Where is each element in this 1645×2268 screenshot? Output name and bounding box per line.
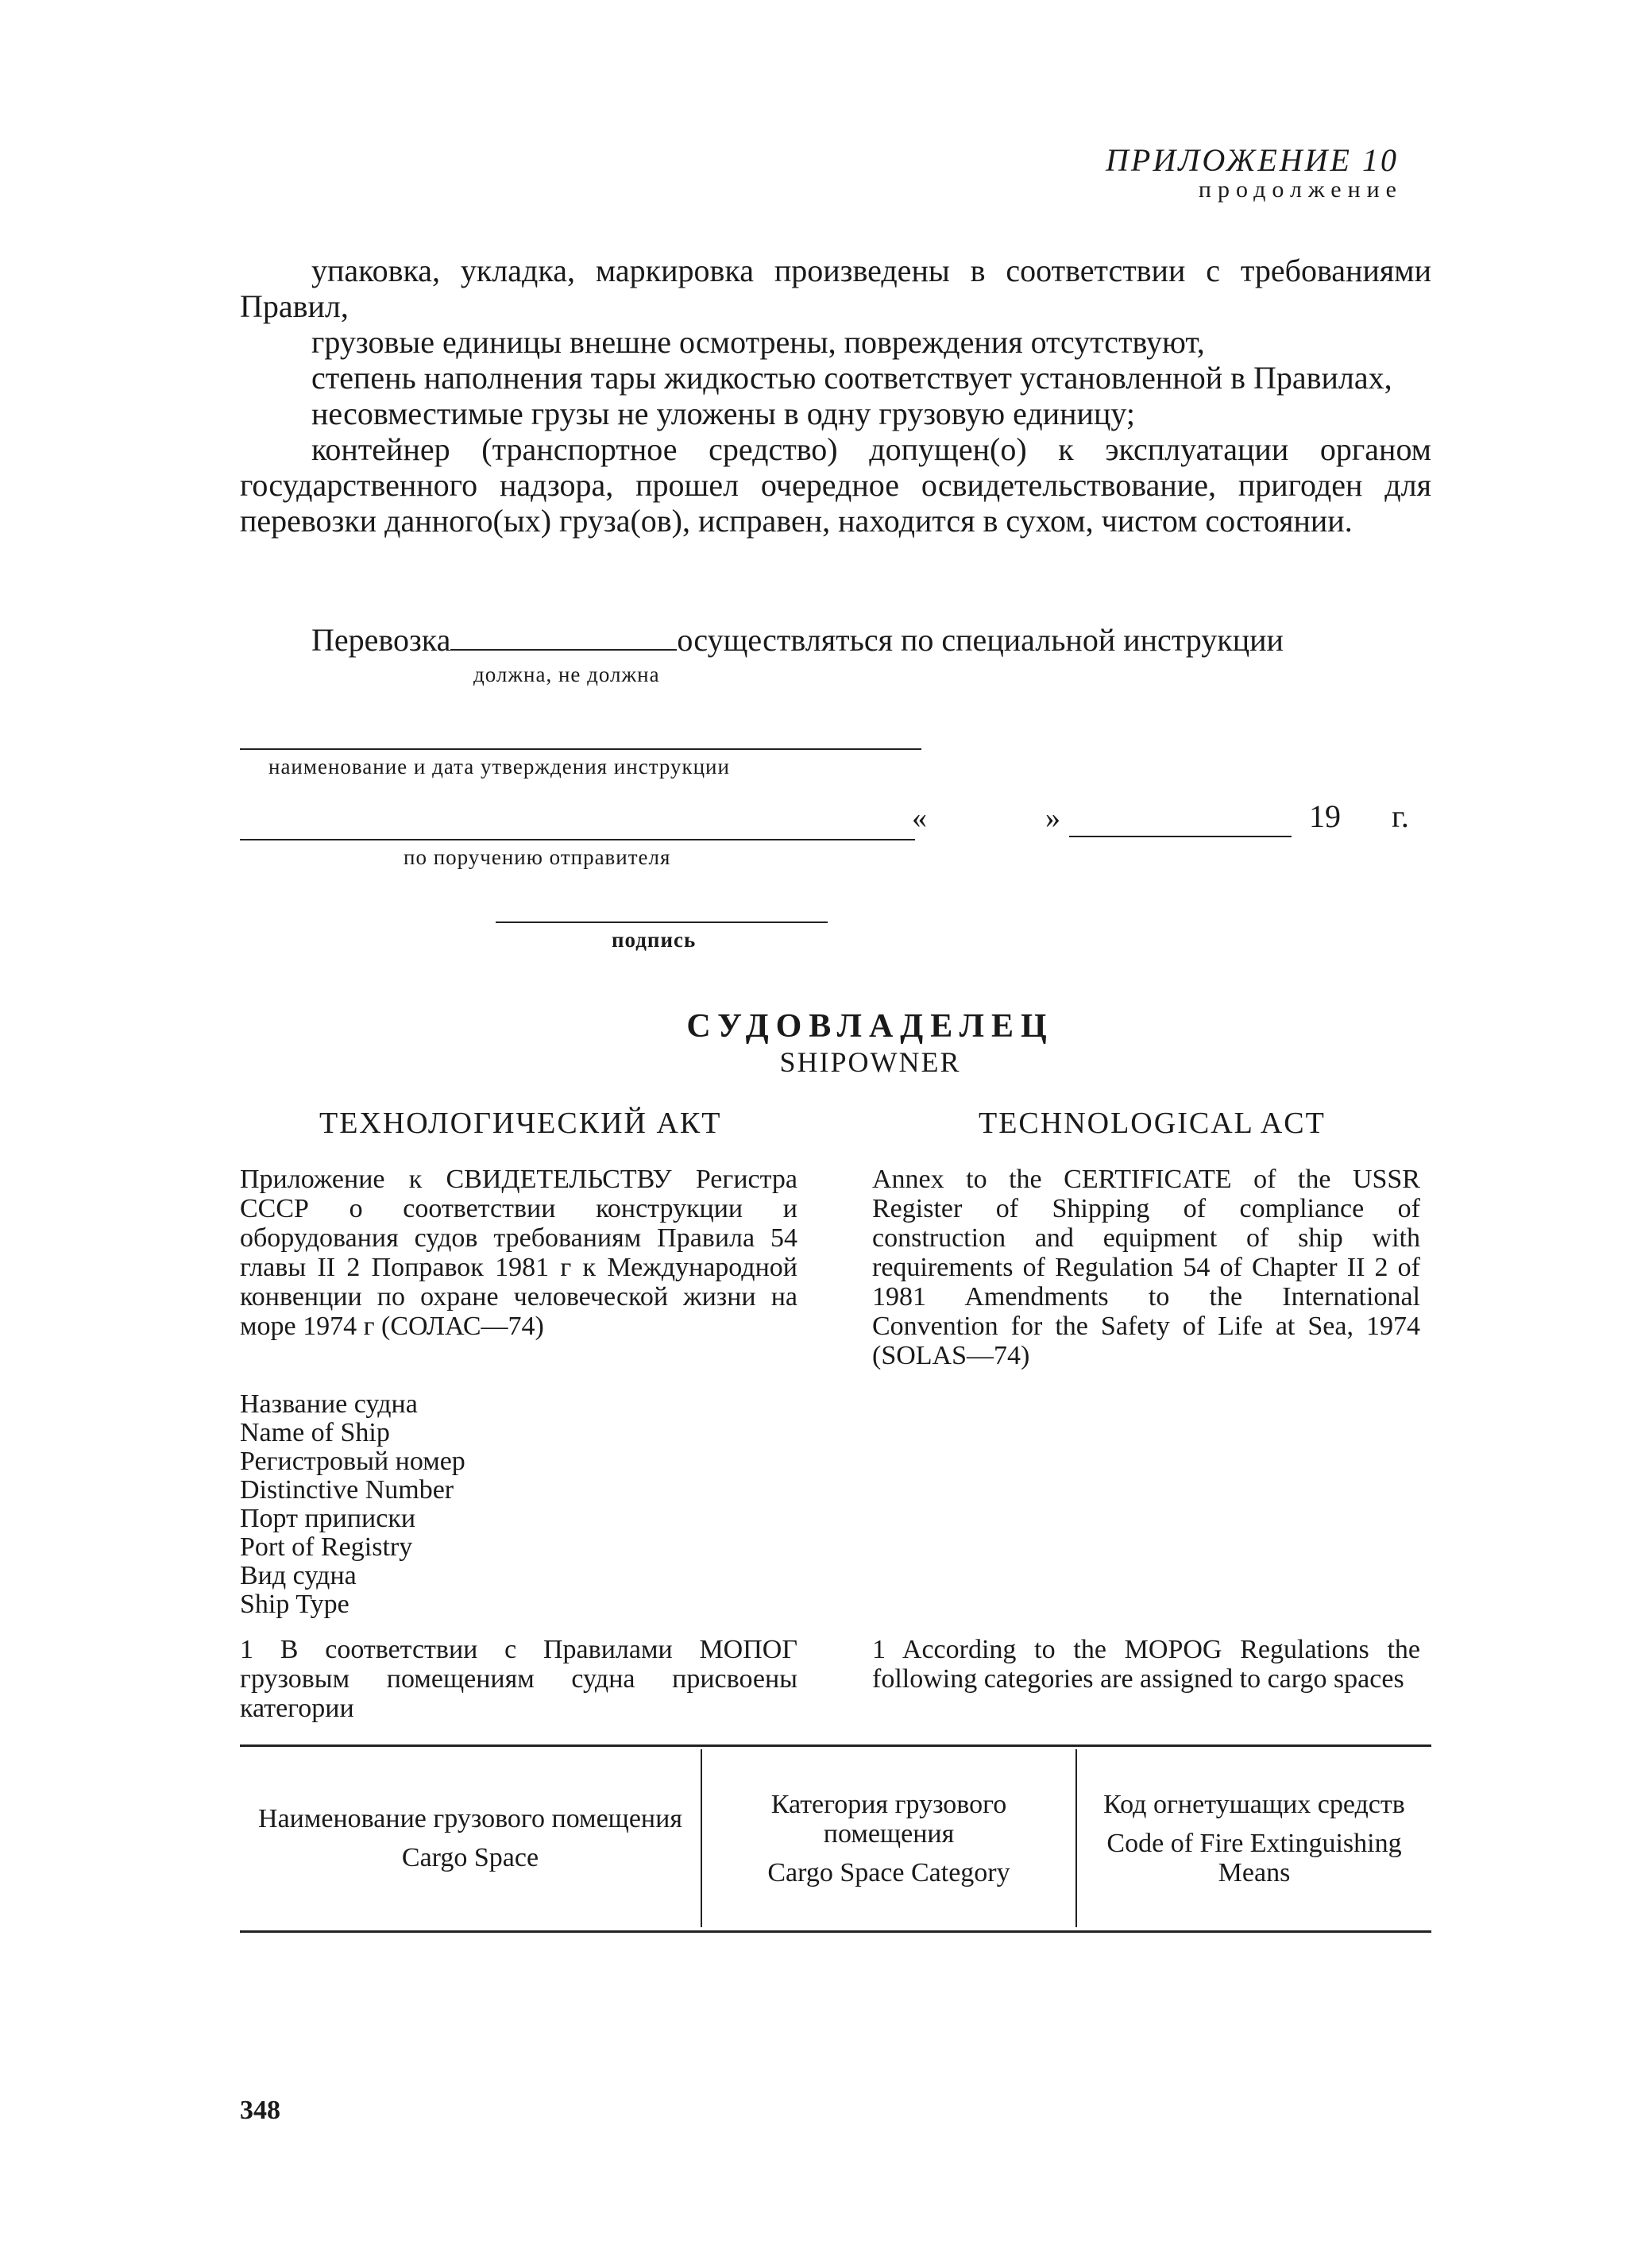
date-quote-open: « [912,802,927,835]
act-title-en: TECHNOLOGICAL ACT [979,1107,1326,1140]
instruction-caption: наименование и дата утверждения инструкции [268,755,730,779]
ship-fields [240,1390,465,1619]
table-header-row [240,1749,1431,1927]
transport-must-field[interactable] [450,625,677,651]
on-behalf-field-line[interactable] [240,839,915,840]
section1-text-en: 1 According to the MOPOG Regulations the following categories are assigned to cargo spaces [872,1635,1420,1694]
date-month-field-line[interactable] [1069,836,1292,837]
ship-field-label: Порт приписки [240,1504,416,1533]
signature-caption: подпись [612,928,697,952]
ship-field-label: Name of Ship [240,1418,390,1447]
table-col2-en: Cargo Space Category [767,1857,1010,1887]
shipowner-title-ru: СУДОВЛАДЕЛЕЦ [686,1008,1054,1045]
section1-text-ru: 1 В соответствии с Правилами МОПОГ грузовым помещениям судна присвоены категории [240,1635,797,1723]
shipowner-title-en: SHIPOWNER [779,1046,961,1078]
table-header-cargo-space [240,1749,701,1927]
intro-paragraph-3: степень наполнения тары жидкостью соответствует установленной в Правилах, [311,360,1392,396]
table-col3-ru: Код огнетушащих средств [1103,1789,1405,1819]
ship-field-label: Port of Registry [240,1532,413,1562]
options-caption: должна, не должна [473,663,660,686]
year-suffix: г. [1392,798,1409,834]
intro-text [240,253,1431,539]
intro-paragraph-5: контейнер (транспортное средство) допущен(о) к эксплуатации органом государственного надзора, прошел очередное освидетельствование, пригоден для перевозки данного(ых) груза(ов), исправен, находится в сухом, чистом состоянии. [240,431,1431,539]
table-top-rule [240,1744,1431,1747]
ship-field-label: Название судна [240,1389,418,1419]
appendix-title: ПРИЛОЖЕНИЕ 10 [1106,142,1399,178]
table-col1-en: Cargo Space [401,1843,539,1872]
table-col2-ru: Категория грузового помещения [770,1789,1007,1849]
table-col1-ru: Наименование грузового помещения [258,1804,682,1833]
appendix-subtitle: продолжение [1198,176,1403,203]
date-quote-close: » [1045,802,1060,835]
instruction-field-line[interactable] [240,748,921,750]
transport-suffix: осуществляться по специальной инструкции [677,622,1284,658]
year-prefix: 19 [1309,798,1341,834]
table-header-bottom-rule [240,1930,1431,1933]
intro-paragraph-2: грузовые единицы внешне осмотрены, повреждения отсутствуют, [311,324,1205,360]
table-header-category [701,1749,1076,1927]
intro-paragraph-4: несовместимые грузы не уложены в одну грузовую единицу; [311,396,1135,431]
intro-paragraph-1: упаковка, укладка, маркировка произведены в соответствии с требованиями Правил, [240,253,1431,324]
cargo-table [240,1749,1431,1927]
act-title-ru: ТЕХНОЛОГИЧЕСКИЙ АКТ [319,1107,722,1140]
page-number: 348 [240,2096,280,2125]
transport-line [311,621,1284,659]
ship-field-label: Ship Type [240,1590,349,1619]
table-header-extinguishing-code [1076,1749,1431,1927]
ship-field-label: Регистровый номер [240,1447,465,1476]
ship-field-label: Вид судна [240,1561,357,1590]
ship-field-label: Distinctive Number [240,1475,454,1505]
annex-text-ru: Приложение к СВИДЕТЕЛЬСТВУ Регистра СССР о соответствии конструкции и оборудования судов требованиям Правила 54 главы II 2 Поправок 1981 г к Международной конвенции по охране человеческой жизни на море 1974 г (СОЛАС—74) [240,1165,797,1341]
annex-text-en: Annex to the CERTIFICATE of the USSR Register of Shipping of compliance of construction and equipment of ship with requirements of Regulation 54 of Chapter II 2 of 1981 Amendments to the International Convention for the Safety of Life at Sea, 1974 (SOLAS—74) [872,1165,1420,1370]
transport-prefix: Перевозка [311,622,451,658]
on-behalf-caption: по поручению отправителя [404,845,671,869]
signature-field-line[interactable] [496,921,828,923]
table-col3-en: Code of Fire Extinguishing Means [1106,1828,1402,1887]
